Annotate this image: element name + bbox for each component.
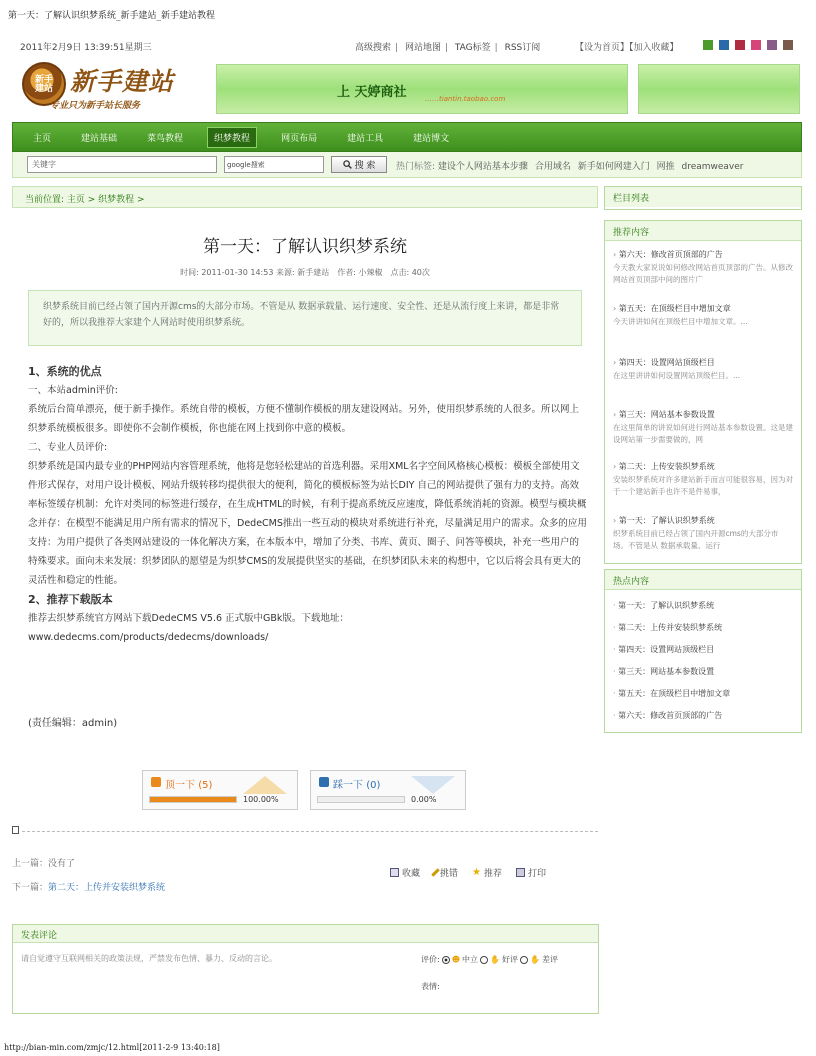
theme-swatch-3[interactable] <box>735 40 745 50</box>
vote-down-arrow-icon <box>411 776 455 794</box>
nav-item-dedecms[interactable]: 织梦教程 <box>207 127 257 148</box>
search-input[interactable]: 关键字 <box>27 156 217 173</box>
hot-tag[interactable]: 新手如何网建入门 <box>577 162 650 172</box>
rating-good-radio[interactable] <box>480 956 488 964</box>
report-error-button[interactable]: 挑错 <box>434 866 458 879</box>
main-nav <box>12 122 802 152</box>
paragraph: 推荐去织梦系统官方网站下载DedeCMS V5.6 正式版中GBk版。下载地址：www.dedecms.com/products/dedecms/downloads/ <box>28 613 349 643</box>
star-icon: ★ <box>472 867 481 878</box>
bookmark-button[interactable]: 收藏 <box>390 866 420 879</box>
article-title: 第一天：了解认识织梦系统 <box>203 237 407 257</box>
logo-badge-icon: 新手建站 <box>22 62 66 106</box>
search-button[interactable] <box>331 156 387 173</box>
bookmark-icon <box>390 868 399 877</box>
ad-banner[interactable] <box>216 64 628 114</box>
top-bar <box>20 40 800 52</box>
theme-color-swatches <box>703 40 793 50</box>
article-summary: 织梦系统目前已经占领了国内开源cms的大部分市场。不管是从 数据承载量、运行速度、安全性、还是从流行度上来讲，都是非常好的，所以我推荐大家建个人网站时使用织梦系统。 <box>28 290 582 346</box>
recommended-item[interactable]: › 第一天：了解认识织梦系统 织梦系统目前已经占领了国内开源cms的大部分市场。不管是从 数据承载量、运行 <box>613 515 793 552</box>
nav-item-blog[interactable]: 建站博文 <box>413 133 450 144</box>
ad-banner-url: ……tiantin.taobao.com <box>425 95 506 103</box>
document-icon <box>12 826 19 834</box>
print-button[interactable]: 打印 <box>516 866 546 879</box>
paragraph: 一、本站admin评价: <box>28 385 118 396</box>
paragraph: 系统后台简单漂亮，便于新手操作。系统自带的模板，方便不懂制作模板的朋友建设网站。另外，使用织梦系统的人很多。所以网上织梦系统模板很多。即使你不会制作模板，你也能在网上找到你中意的模板。 <box>28 404 580 434</box>
thumbs-up-icon: ✋ <box>490 955 501 964</box>
hot-tags <box>396 159 748 172</box>
recommend-button[interactable]: ★ 推荐 <box>472 867 503 879</box>
hot-item[interactable]: · 第一天：了解认识织梦系统 <box>613 600 714 611</box>
sidebar-heading: 热点内容 <box>605 570 801 590</box>
emote-label: 表情: <box>421 982 440 991</box>
hot-tag[interactable]: 网推 <box>656 162 675 172</box>
sidebar-recommended <box>604 220 802 564</box>
vote-up-arrow-icon <box>243 776 287 794</box>
comment-heading: 发表评论 <box>13 925 598 943</box>
vote-down-bar <box>317 796 405 803</box>
ad-banner-small[interactable] <box>638 64 800 114</box>
recommended-item[interactable]: › 第三天：网站基本参数设置 在这里简单的讲说如何进行网站基本参数设置。这是建设网站第一步需要做的，网 <box>613 409 793 446</box>
thumbs-down-icon <box>319 777 329 787</box>
article-meta: 时间: 2011-01-30 14:53 来源: 新手建站 作者: 小辣椒 点击: 40次 <box>180 268 430 277</box>
section-heading: 2、推荐下载版本 <box>28 593 113 606</box>
hot-tag[interactable]: dreamweaver <box>681 162 744 172</box>
hot-item[interactable]: · 第五天：在顶级栏目中增加文章 <box>613 688 730 699</box>
print-page-url: http://bian-min.com/zmjc/12.html[2011-2-9 13:40:18] <box>4 1043 220 1052</box>
prev-article-link: 没有了 <box>48 859 76 869</box>
homepage-favorite-links[interactable]: 【设为首页】【加入收藏】 <box>575 43 679 53</box>
sidebar-hot <box>604 569 802 733</box>
next-article-link[interactable]: 第二天：上传并安装织梦系统 <box>48 883 166 893</box>
logo-name: 新手建站 <box>70 67 175 96</box>
logo-slogan: 专业只为新手站长服务 <box>50 101 141 111</box>
neutral-face-icon: ☻ <box>451 955 461 964</box>
hot-item[interactable]: · 第二天：上传并安装织梦系统 <box>613 622 722 633</box>
print-page-title: 第一天：了解认识织梦系统_新手建站_新手建站教程 <box>8 11 216 21</box>
breadcrumb[interactable]: 当前位置: 主页 > 织梦教程 > <box>25 195 145 205</box>
sidebar-heading: 栏目列表 <box>605 187 801 207</box>
vote-down-percent: 0.00% <box>411 795 437 804</box>
prev-article: 上一篇：没有了 <box>12 859 76 869</box>
nav-item-tools[interactable]: 建站工具 <box>347 133 384 144</box>
nav-item-home[interactable]: 主页 <box>33 133 52 144</box>
nav-item-basics[interactable]: 建站基础 <box>81 133 118 144</box>
next-article: 下一篇：第二天：上传并安装织梦系统 <box>12 883 166 893</box>
recommended-item[interactable]: › 第二天：上传安装织梦系统 安装织梦系统对许多建站新手而言可能很容易，因为对于一个建站新手也许不是件易事， <box>613 461 793 498</box>
vote-up-label: 顶一下 (5) <box>165 780 213 791</box>
vote-down-button[interactable] <box>310 770 466 810</box>
paragraph: 织梦系统是国内最专业的PHP网站内容管理系统，他将是您轻松建站的首选利器。采用XML名字空间风格核心模板：模板全部使用文件形式保存，对用户设计模板、网站升级转移均提供很大的便利，简化的模板标签为站长DIY 自己的网站提供了强有力的支持。高效率标签缓存机制：允许对类同的标签进行缓存，在生成HTML的时候，有利于提高系统反应速度，降低系统消耗的资源。模型与模块概念并存：在模型不能满足用户所有需求的情况下，DedeCMS推出一些互动的模块对系统进行补充，尽量满足用户的需求。众多的应用支持：为用户提供了各类网站建设的一体化解决方案，在本版本中，增加了分类、书库、黄页、圈子、问答等模块，补充一些用户的特殊要求。面向未来发展：织梦团队的愿望是为织梦CMS的发展提供坚实的基础，在织梦团队未来的构想中，它以后将会具有更大的灵活性和稳定的性能。 <box>28 461 587 586</box>
theme-swatch-1[interactable] <box>703 40 713 50</box>
article-editor: (责任编辑：admin) <box>28 718 118 729</box>
comment-form <box>12 924 599 1014</box>
hot-item[interactable]: · 第六天：修改首页顶部的广告 <box>613 710 722 721</box>
theme-swatch-6[interactable] <box>783 40 793 50</box>
recommended-item[interactable]: › 第四天：设置网站顶级栏目 在这里讲讲如何设置网站顶级栏目。... <box>613 357 793 394</box>
hot-tag[interactable]: 合用域名 <box>534 162 571 172</box>
ad-banner-text: 上 天婷商社 <box>337 85 407 100</box>
thumbs-down-icon: ✋ <box>530 955 540 964</box>
paragraph: 二、专业人员评价: <box>28 442 108 453</box>
advanced-search-link[interactable]: 高级搜索 <box>355 43 392 53</box>
hot-item[interactable]: · 第四天：设置网站顶级栏目 <box>613 644 714 655</box>
hot-item[interactable]: · 第三天：网站基本参数设置 <box>613 666 714 677</box>
vote-up-bar <box>149 796 237 803</box>
tag-link[interactable]: TAG标签 <box>454 43 491 53</box>
pencil-icon <box>431 868 439 876</box>
rss-link[interactable]: RSS订阅 <box>504 43 541 53</box>
thumbs-up-icon <box>151 777 161 787</box>
vote-down-label: 踩一下 (0) <box>333 780 381 791</box>
search-bar <box>12 152 802 178</box>
article-body <box>28 362 588 647</box>
vote-up-percent: 100.00% <box>243 795 279 804</box>
breadcrumb-bar <box>12 186 598 208</box>
hot-tag[interactable]: 建设个人网站基本步骤 <box>437 162 528 172</box>
theme-swatch-4[interactable] <box>751 40 761 50</box>
vote-up-button[interactable] <box>142 770 298 810</box>
article-actions <box>390 866 546 879</box>
sidebar-category-list <box>604 186 802 210</box>
search-button-label: 搜 索 <box>354 161 376 171</box>
divider <box>22 831 598 832</box>
section-heading: 1、系统的优点 <box>28 365 102 378</box>
nav-item-layout[interactable]: 网页布局 <box>281 133 318 144</box>
printer-icon <box>516 868 525 877</box>
comment-notice: 请自觉遵守互联网相关的政策法规，严禁发布色情、暴力、反动的言论。 <box>21 954 277 963</box>
theme-swatch-2[interactable] <box>719 40 729 50</box>
search-engine-select[interactable]: google搜索 <box>224 156 324 173</box>
recommended-item[interactable]: › 第五天：在顶级栏目中增加文章 今天讲讲如何在顶级栏目中增加文章。... <box>613 303 793 340</box>
theme-swatch-5[interactable] <box>767 40 777 50</box>
hot-tags-label: 热门标签: <box>396 162 436 172</box>
site-logo[interactable] <box>20 60 200 118</box>
top-links: 高级搜索 | 网站地图 | TAG标签 | RSS订阅 <box>355 43 541 53</box>
sitemap-link[interactable]: 网站地图 <box>404 43 441 53</box>
recommended-item[interactable]: › 第六天：修改首页顶部的广告 今天教大家说说如何修改网站首页顶部的广告。从修改网站首页顶部中间的图片广 <box>613 249 793 286</box>
rating-neutral-radio[interactable] <box>442 956 450 964</box>
rating-bad-radio[interactable] <box>520 956 528 964</box>
current-datetime: 2011年2月9日 13:39:51星期三 <box>20 43 152 53</box>
search-icon <box>343 160 352 169</box>
sidebar-heading: 推荐内容 <box>605 221 801 241</box>
nav-item-beginner[interactable]: 菜鸟教程 <box>147 133 184 144</box>
comment-rating: 评价: ☻ 中立 ✋ 好评 ✋ 差评 <box>421 955 558 964</box>
